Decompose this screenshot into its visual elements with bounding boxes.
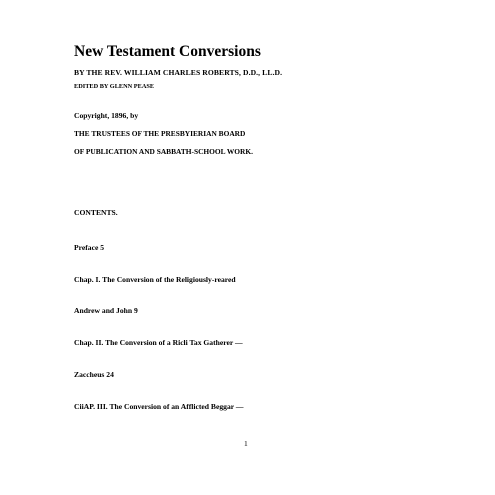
page-number: 1 (244, 439, 248, 448)
toc-entry: Zaccheus 24 (74, 370, 114, 379)
toc-entry: Andrew and John 9 (74, 306, 138, 315)
copyright-line: Copyright, 1896, by (74, 111, 139, 120)
publisher-line-2: OF PUBLICATION AND SABBATH-SCHOOL WORK. (74, 147, 253, 156)
author-line: BY THE REV. WILLIAM CHARLES ROBERTS, D.D., LL.D. (74, 68, 283, 77)
editor-line: EDITED BY GLENN PEASE (74, 83, 155, 90)
toc-entry: Preface 5 (74, 243, 105, 252)
toc-entry: Chap. I. The Conversion of the Religiously-reared (74, 275, 236, 284)
contents-heading: CONTENTS. (74, 208, 118, 217)
publisher-line-1: THE TRUSTEES OF THE PRESBYIERIAN BOARD (74, 129, 246, 138)
toc-entry: Chap. II. The Conversion of a Ricli Tax Gatherer — (74, 338, 243, 347)
toc-entry: CiiAP. III. The Conversion of an Afflicted Beggar — (74, 402, 244, 411)
document-title: New Testament Conversions (74, 43, 261, 60)
